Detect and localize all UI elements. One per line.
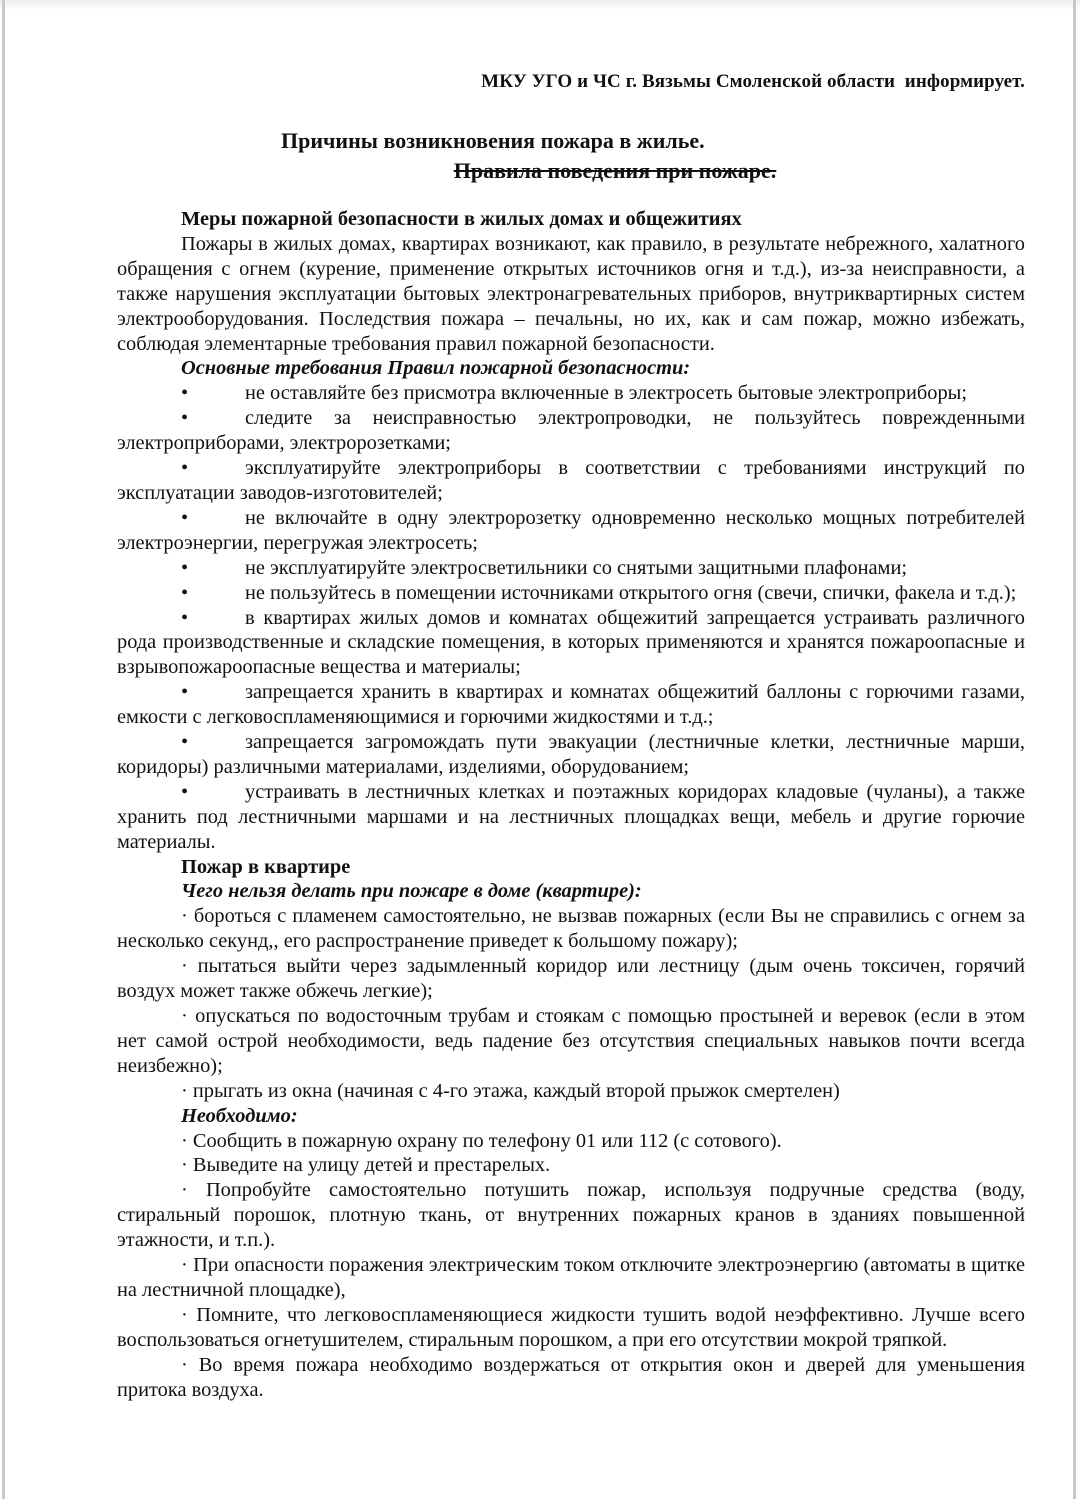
donts-list — [117, 904, 1025, 1103]
list-item — [117, 456, 1025, 506]
list-item — [117, 581, 1025, 606]
bullet-icon: • — [181, 457, 189, 480]
list-item-text: эксплуатируйте электроприборы в соответствии с требованиями инструкций по эксплуатации заводов-изготовителей; — [117, 457, 1025, 504]
bullet-icon: • — [181, 382, 189, 405]
bullet-icon: • — [181, 581, 189, 604]
bullet-icon: • — [181, 407, 189, 430]
list-item — [117, 680, 1025, 730]
list-item: · пытаться выйти через задымленный коридор или лестницу (дым очень токсичен, горячий воздух может также обжечь легкие); — [117, 955, 1025, 1003]
bullet-icon: • — [181, 606, 189, 629]
list-item-text: не эксплуатируйте электросветильники со снятыми защитными плафонами; — [245, 556, 908, 579]
list-item — [117, 780, 1025, 855]
list-item — [117, 406, 1025, 456]
musts-list — [117, 1129, 1025, 1403]
bullet-icon: • — [181, 506, 189, 529]
list-item-text: устраивать в лестничных клетках и поэтажных коридорах кладовые (чуланы), а также хранить под лестничными маршами и на лестничных площадках вещи, мебель и другие горючие материалы. — [117, 780, 1025, 853]
section1-heading: Меры пожарной безопасности в жилых домах и общежитиях — [181, 208, 742, 230]
list-item-text: в квартирах жилых домов и комнатах общежитий запрещается устраивать различного рода производственные и складские помещения, в которых применяются и хранятся пожароопасные и взрывопожароопасные вещества и материалы; — [117, 606, 1025, 679]
list-item: · Выведите на улицу детей и престарелых. — [181, 1154, 551, 1177]
bullet-icon: • — [181, 556, 189, 579]
list-item: · При опасности поражения электрическим током отключите электроэнергию (автоматы в щитке на лестничной площадке), — [117, 1254, 1025, 1301]
list-item-text: не оставляйте без присмотра включенные в электросеть бытовые электроприборы; — [245, 382, 968, 405]
list-item-text: запрещается хранить в квартирах и комнатах общежитий баллоны с горючими газами, емкости с легковоспламеняющимися и горючими жидкостями и т.д.; — [117, 681, 1025, 729]
bullet-icon: • — [181, 731, 189, 754]
organization-line: МКУ УГО и ЧС г. Вязьмы Смоленской области информирует. — [481, 71, 1025, 92]
page-top-shadow — [0, 0, 1080, 10]
list-item — [117, 506, 1025, 556]
section2-heading: Пожар в квартире — [181, 855, 351, 878]
page-border-right — [1073, 0, 1076, 1499]
list-item: · Сообщить в пожарную охрану по телефону 01 или 112 (с сотового). — [181, 1129, 782, 1152]
title-line-2-text: Правила поведения при пожаре. — [453, 158, 777, 183]
title-line-1: Причины возникновения пожара в жилье. — [281, 128, 705, 153]
list-item-text: запрещается загромождать пути эвакуации (лестничные клетки, лестничные марши, коридоры) различными материалами, изделиями, оборудованием; — [117, 731, 1025, 778]
list-item: · опускаться по водосточным трубам и стоякам с помощью простыней и веревок (если в этом нет самой острой необходимости, ведь падение без отсутствия специальных навыков почти всегда неизбежно); — [117, 1005, 1025, 1077]
section1-subheading: Основные требования Правил пожарной безопасности: — [181, 357, 691, 380]
list-item: · прыгать из окна (начиная с 4-го этажа, каждый второй прыжок смертелен) — [181, 1079, 840, 1102]
list-item — [117, 556, 1025, 581]
bullet-icon: • — [181, 780, 189, 803]
requirements-list — [117, 381, 1025, 854]
list-item-text: следите за неисправностью электропроводки, не пользуйтесь поврежденными электроприборами, электророзетками; — [117, 407, 1025, 455]
donts-heading: Чего нельзя делать при пожаре в доме (квартире): — [181, 880, 642, 903]
list-item — [117, 730, 1025, 780]
title-line-2 — [117, 158, 1025, 184]
list-item: · Во время пожара необходимо воздержаться от открытия окон и дверей для уменьшения притока воздуха. — [117, 1353, 1025, 1401]
musts-heading: Необходимо: — [181, 1104, 298, 1127]
section1-intro: Пожары в жилых домах, квартирах возникают, как правило, в результате небрежного, халатного обращения с огнем (курение, применение открытых источников огня и т.д.), из-за неисправности, а также нарушения эксплуатации бытовых электронагревательных приборов, внутриквартирных систем электрооборудования. Последствия пожара – печальны, но их, как и сам пожар, можно избежать, соблюдая элементарные требования правил пожарной безопасности. — [117, 232, 1025, 355]
document-body — [117, 207, 1025, 1403]
bullet-icon: • — [181, 681, 189, 704]
list-item: · Помните, что легковоспламеняющиеся жидкости тушить водой неэффективно. Лучше всего воспользоваться огнетушителем, стиральным порошком, а при его отсутствии мокрой тряпкой. — [117, 1303, 1025, 1351]
list-item: · Попробуйте самостоятельно потушить пожар, используя подручные средства (воду, стиральный порошок, плотную ткань, от внутренних пожарных кранов в зданиях повышенной этажности, и т.п.). — [117, 1179, 1025, 1252]
list-item-text: не пользуйтесь в помещении источниками открытого огня (свечи, спички, факела и т.д.); — [245, 581, 1017, 604]
list-item — [117, 381, 1025, 406]
page-border-left — [2, 0, 5, 1499]
list-item-text: не включайте в одну электророзетку одновременно несколько мощных потребителей электроэнергии, перегружая электросеть; — [117, 506, 1025, 554]
list-item: · бороться с пламенем самостоятельно, не вызвав пожарных (если Вы не справились с огнем за несколько секунд,, его распространение приведет к большому пожару); — [117, 905, 1025, 953]
list-item — [117, 606, 1025, 681]
